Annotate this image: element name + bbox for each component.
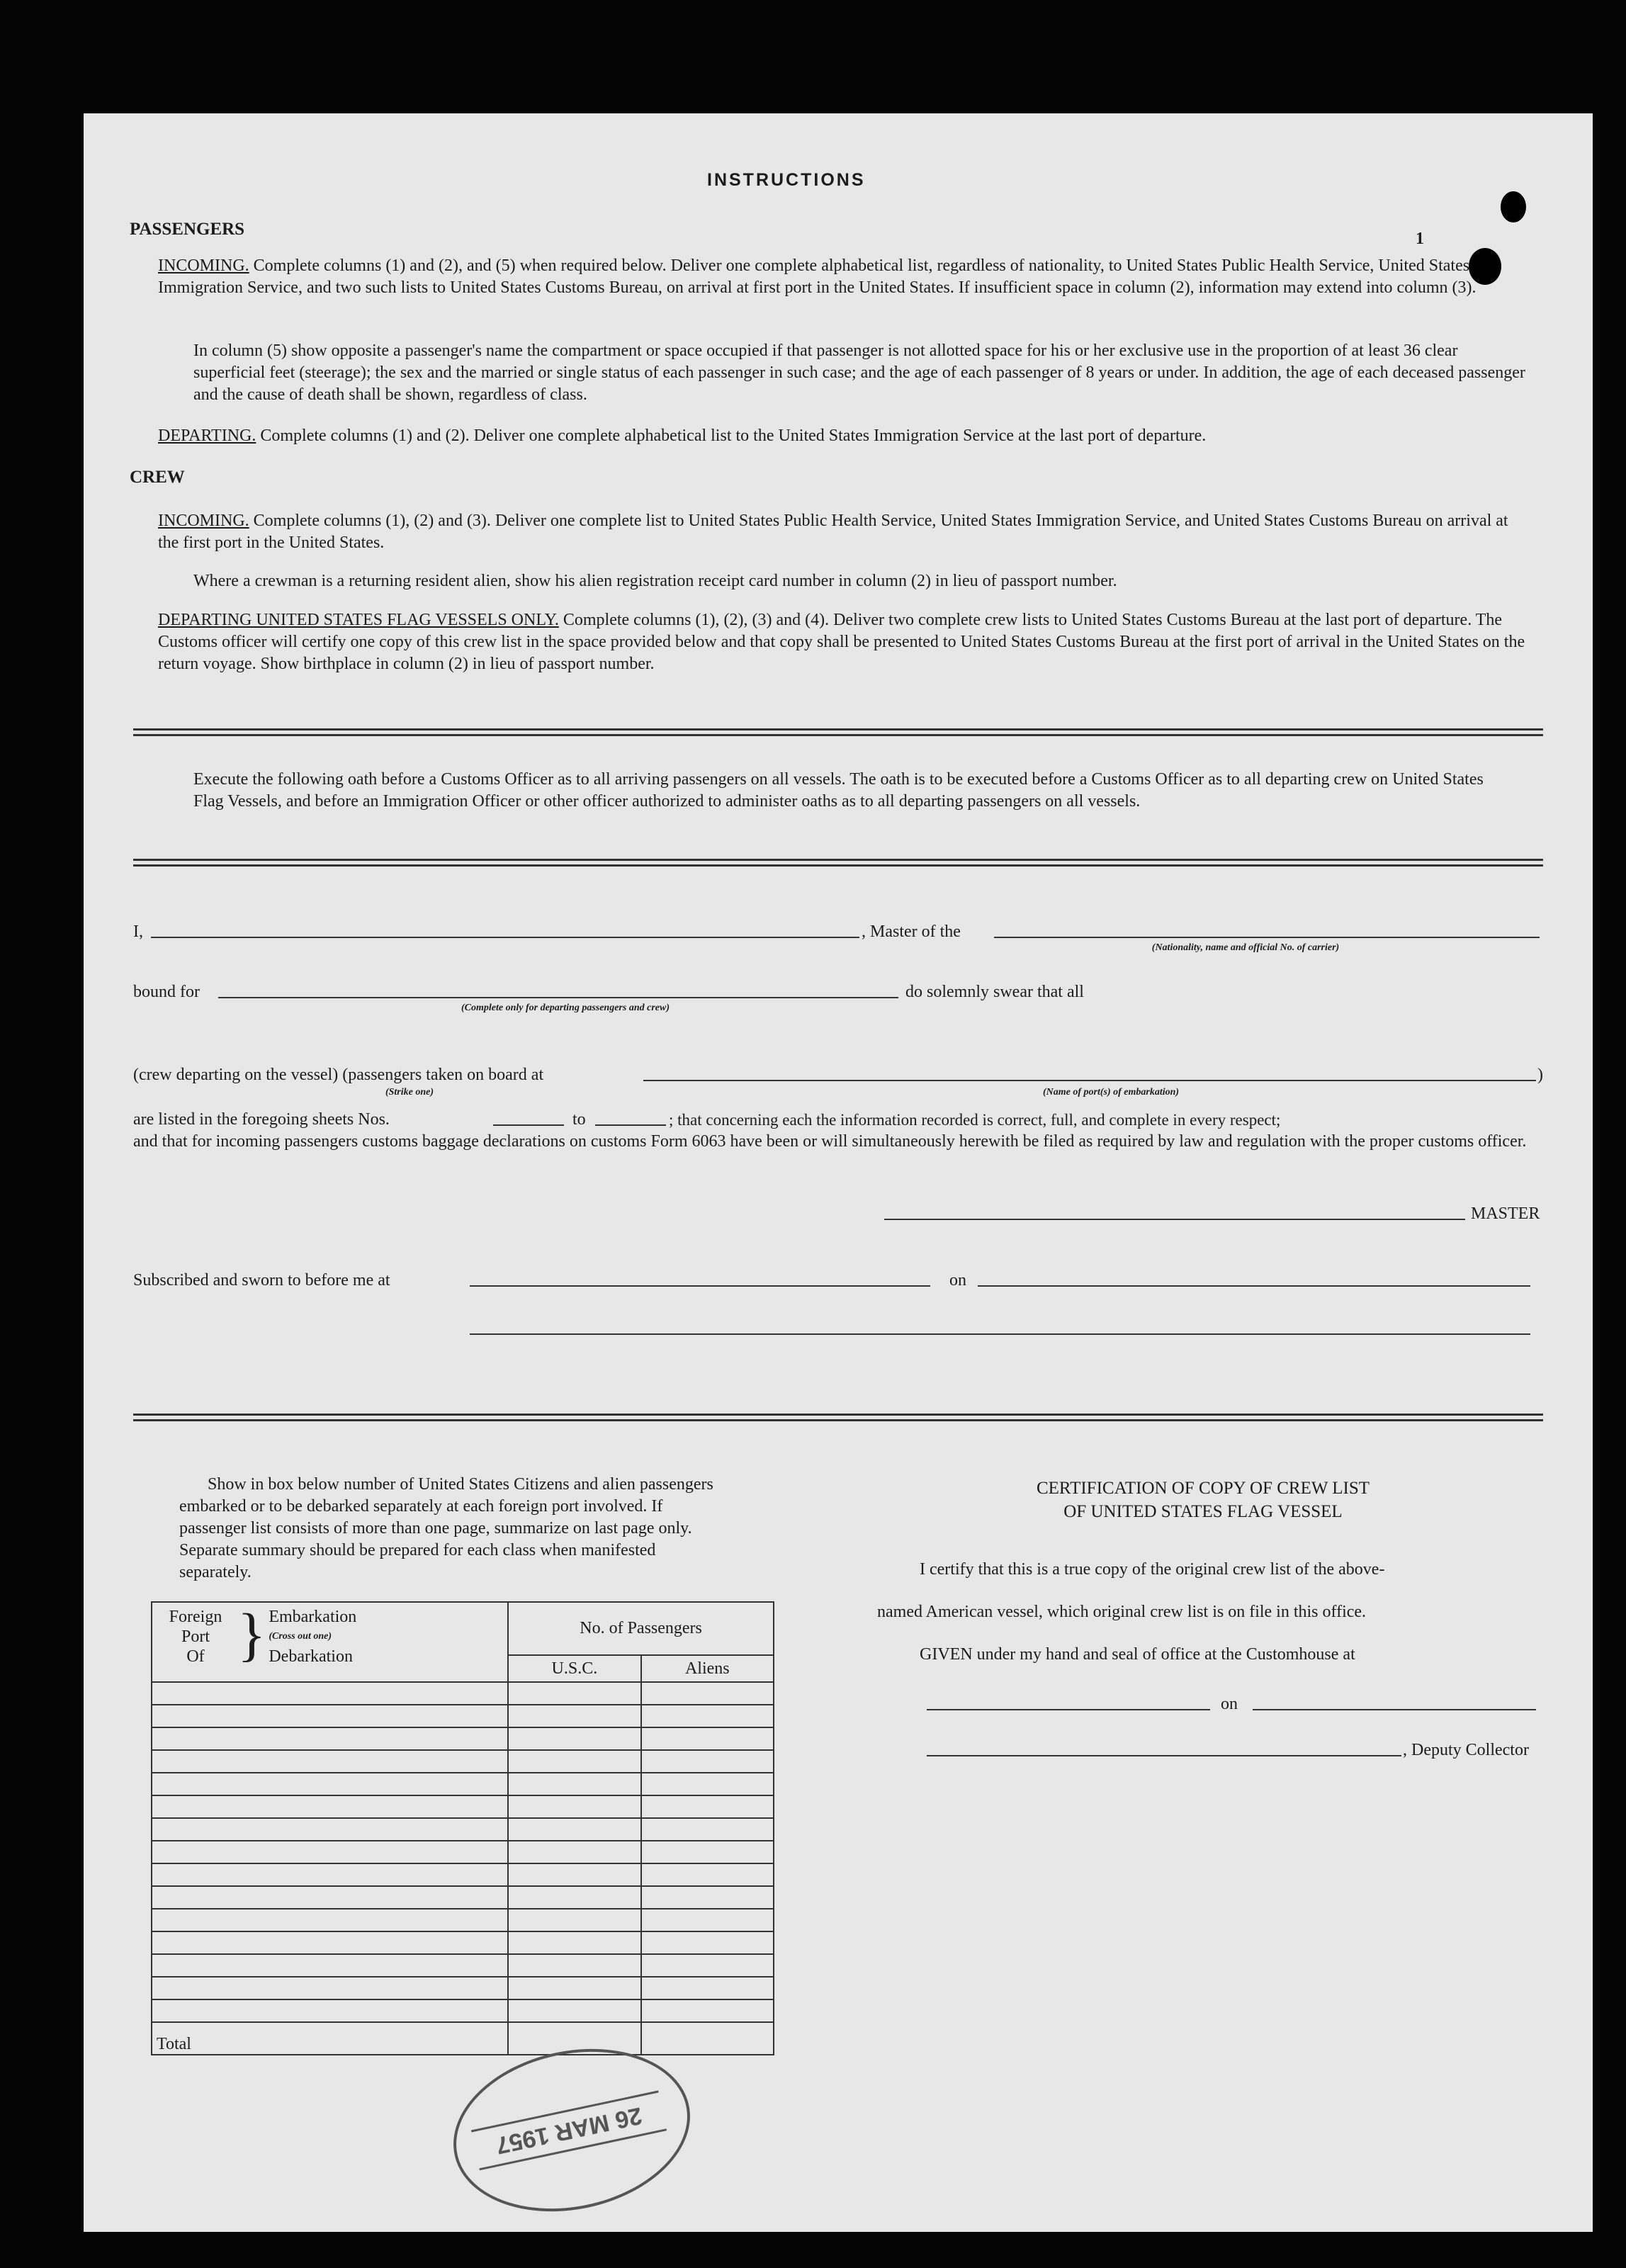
port-cell[interactable] bbox=[152, 1999, 508, 2022]
master-name-field[interactable] bbox=[151, 921, 859, 938]
aliens-cell[interactable] bbox=[641, 1818, 774, 1841]
port-header-cell bbox=[152, 1602, 508, 1682]
sworn-on-label: on bbox=[949, 1271, 966, 1290]
aliens-cell[interactable] bbox=[641, 1931, 774, 1954]
certify-line-2: named American vessel, which original crew list is on file in this office. bbox=[877, 1603, 1367, 1621]
given-line: GIVEN under my hand and seal of office at the Customhouse at bbox=[920, 1645, 1355, 1664]
crew-flag-vessels bbox=[158, 609, 1532, 675]
usc-cell[interactable] bbox=[508, 1727, 640, 1750]
aliens-cell[interactable] bbox=[641, 1977, 774, 1999]
certify-line-1: I certify that this is a true copy of the original crew list of the above- bbox=[920, 1560, 1385, 1579]
of-label: Of bbox=[186, 1647, 205, 1666]
port-cell[interactable] bbox=[152, 1705, 508, 1727]
divider bbox=[133, 859, 1543, 867]
incoming-paragraph-2: In column (5) show opposite a passenger's name the compartment or space occupied if that passenger is not allotted space for his or her exclusive use in the proportion of at least 36 clear superficial feet (steerage); the sex and the married or single status of each passenger in such case; and the age of each passenger of 8 years or under. In addition, the age of each deceased passenger and the cause of death shall be shown, regardless of class. bbox=[193, 342, 1525, 404]
port-cell[interactable] bbox=[152, 1750, 508, 1773]
passenger-summary-table bbox=[151, 1601, 774, 2055]
port-cell[interactable] bbox=[152, 1773, 508, 1795]
listed-text-c: and that for incoming passengers customs baggage declarations on customs Form 6063 have been or will simultaneously herewith be filed as required by law and regulation with the proper customs officer. bbox=[133, 1132, 1527, 1151]
port-cell[interactable] bbox=[152, 1863, 508, 1886]
sworn-officer-field[interactable] bbox=[470, 1318, 1530, 1335]
embarkation-label: Embarkation bbox=[269, 1608, 357, 1626]
usc-cell[interactable] bbox=[508, 1682, 640, 1705]
crew-incoming bbox=[158, 510, 1532, 554]
flag-vessels-label: DEPARTING UNITED STATES FLAG VESSELS ONLY. bbox=[158, 611, 559, 629]
flag-vessels-text: Complete columns (1), (2), (3) and (4). Deliver two complete crew lists to United States Customs Bureau at the last port of departure. The Customs officer will certify one copy of this crew list in the space provided below and that copy shall be presented to United States Customs Bureau at the first port of arrival in the United States on the return voyage. Show birthplace in column (2) in lieu of passport number. bbox=[158, 611, 1525, 673]
usc-cell[interactable] bbox=[508, 1773, 640, 1795]
embarkation-port-field[interactable] bbox=[643, 1064, 1536, 1081]
port-cell[interactable] bbox=[152, 1841, 508, 1863]
port-cell[interactable] bbox=[152, 1682, 508, 1705]
port-cell[interactable] bbox=[152, 1795, 508, 1818]
usc-cell[interactable] bbox=[508, 1886, 640, 1909]
incoming-paragraph-1: Complete columns (1) and (2), and (5) when required below. Deliver one complete alphabetical list, regardless of nationality, to United States Public Health Service, United States Immigration Service, and two such lists to United States Customs Bureau, on arrival at first port in the United States. If insufficient space in column (2), information may extend into column (3). bbox=[158, 256, 1477, 297]
summary-instructions: Show in box below number of United States Citizens and alien passengers embarked or to be debarked separately at each foreign port involved. If passenger list consists of more than one page, summarize on last page only. Separate summary should be prepared for each class when manifested separately. bbox=[179, 1475, 713, 1581]
usc-cell[interactable] bbox=[508, 1954, 640, 1977]
usc-cell[interactable] bbox=[508, 1909, 640, 1931]
usc-cell[interactable] bbox=[508, 1818, 640, 1841]
sworn-date-field[interactable] bbox=[978, 1270, 1530, 1287]
usc-cell[interactable] bbox=[508, 1795, 640, 1818]
listed-text-a: are listed in the foregoing sheets Nos. bbox=[133, 1110, 390, 1129]
usc-cell[interactable] bbox=[508, 1863, 640, 1886]
usc-cell[interactable] bbox=[508, 1999, 640, 2022]
passengers-heading: PASSENGERS bbox=[130, 220, 245, 239]
swear-text: do solemnly swear that all bbox=[905, 983, 1084, 1001]
sworn-place-field[interactable] bbox=[470, 1270, 930, 1287]
certification-title-2: OF UNITED STATES FLAG VESSEL bbox=[1063, 1502, 1343, 1521]
divider bbox=[133, 1414, 1543, 1421]
total-label: Total bbox=[152, 2022, 508, 2055]
bound-for-label: bound for bbox=[133, 983, 200, 1001]
passengers-departing bbox=[158, 425, 1532, 447]
cert-on-label: on bbox=[1221, 1695, 1238, 1713]
incoming-label: INCOMING. bbox=[158, 256, 249, 275]
oath-intro: Execute the following oath before a Customs Officer as to all arriving passengers on all vessels. The oath is to be executed before a Customs Officer as to all departing crew on United States Flag Vessels, and before an Immigration Officer or other officer authorized to administer oaths as to all departing passengers on all vessels. bbox=[193, 770, 1484, 811]
debarkation-label: Debarkation bbox=[269, 1647, 353, 1666]
aliens-cell[interactable] bbox=[641, 1750, 774, 1773]
listed-text-b: ; that concerning each the information recorded is correct, full, and complete in every respect; bbox=[669, 1111, 1281, 1129]
master-of-label: , Master of the bbox=[862, 923, 961, 941]
crew-resident-text: Where a crewman is a returning resident alien, show his alien registration receipt card number in column (2) in lieu of passport number. bbox=[193, 572, 1117, 590]
aliens-total-cell[interactable] bbox=[641, 2022, 774, 2055]
usc-cell[interactable] bbox=[508, 1705, 640, 1727]
carrier-field[interactable] bbox=[994, 921, 1540, 938]
departing-label: DEPARTING. bbox=[158, 427, 256, 445]
brace: } bbox=[237, 1602, 266, 1668]
foreign-port-labels bbox=[157, 1607, 235, 1666]
port-cell[interactable] bbox=[152, 1977, 508, 1999]
aliens-cell[interactable] bbox=[641, 1705, 774, 1727]
usc-header: U.S.C. bbox=[508, 1655, 640, 1682]
subscribed-text: Subscribed and sworn to before me at bbox=[133, 1271, 390, 1290]
oath-i-label: I, bbox=[133, 923, 143, 941]
aliens-cell[interactable] bbox=[641, 1999, 774, 2022]
aliens-cell[interactable] bbox=[641, 1886, 774, 1909]
aliens-cell[interactable] bbox=[641, 1863, 774, 1886]
usc-cell[interactable] bbox=[508, 1931, 640, 1954]
port-note: (Name of port(s) of embarkation) bbox=[1042, 1087, 1180, 1098]
crew-incoming-text: Complete columns (1), (2) and (3). Deliver one complete list to United States Public Health Service, United States Immigration Service, and United States Customs Bureau on arrival at the first port in the United States. bbox=[158, 512, 1508, 552]
page-mark: 1 bbox=[1416, 230, 1424, 248]
bound-for-field[interactable] bbox=[218, 981, 898, 998]
cross-out-note: (Cross out one) bbox=[269, 1631, 332, 1642]
usc-cell[interactable] bbox=[508, 1977, 640, 1999]
bound-for-note: (Complete only for departing passengers and crew) bbox=[461, 1003, 670, 1013]
embarkation-labels bbox=[269, 1607, 356, 1666]
crew-departing-text: (crew departing on the vessel) (passengers taken on board at bbox=[133, 1066, 544, 1084]
document-page bbox=[84, 113, 1593, 2232]
aliens-cell[interactable] bbox=[641, 1909, 774, 1931]
deputy-signature-field[interactable] bbox=[927, 1739, 1401, 1756]
departing-text: Complete columns (1) and (2). Deliver one complete alphabetical list to the United States Immigration Service at the last port of departure. bbox=[260, 427, 1207, 445]
customs-stamp bbox=[439, 2028, 706, 2232]
master-label: MASTER bbox=[1471, 1204, 1540, 1223]
crew-incoming-label: INCOMING. bbox=[158, 512, 249, 530]
listed-to: to bbox=[572, 1110, 586, 1129]
strike-one-note: (Strike one) bbox=[385, 1087, 434, 1098]
close-paren: ) bbox=[1537, 1066, 1543, 1084]
port-cell[interactable] bbox=[152, 1954, 508, 1977]
port-cell[interactable] bbox=[152, 1886, 508, 1909]
customhouse-field[interactable] bbox=[927, 1693, 1210, 1710]
passengers-incoming bbox=[158, 255, 1532, 299]
aliens-header: Aliens bbox=[641, 1655, 774, 1682]
sheet-from-field[interactable] bbox=[493, 1109, 564, 1126]
deputy-collector-label: , Deputy Collector bbox=[1403, 1741, 1529, 1759]
port-cell[interactable] bbox=[152, 1818, 508, 1841]
aliens-cell[interactable] bbox=[641, 1682, 774, 1705]
aliens-cell[interactable] bbox=[641, 1841, 774, 1863]
aliens-cell[interactable] bbox=[641, 1727, 774, 1750]
port-cell[interactable] bbox=[152, 1931, 508, 1954]
aliens-cell[interactable] bbox=[641, 1954, 774, 1977]
aliens-cell[interactable] bbox=[641, 1773, 774, 1795]
usc-cell[interactable] bbox=[508, 1750, 640, 1773]
divider bbox=[133, 728, 1543, 736]
port-cell[interactable] bbox=[152, 1727, 508, 1750]
carrier-note: (Nationality, name and official No. of carrier) bbox=[1151, 942, 1340, 953]
ink-blot-small bbox=[1501, 191, 1526, 222]
cert-date-field[interactable] bbox=[1253, 1693, 1536, 1710]
no-passengers-header: No. of Passengers bbox=[508, 1602, 774, 1655]
port-cell[interactable] bbox=[152, 1909, 508, 1931]
foreign-label: Foreign bbox=[169, 1608, 222, 1626]
port-label: Port bbox=[181, 1627, 210, 1646]
stamp-date: 26 MAR 1957 bbox=[471, 2090, 667, 2170]
usc-cell[interactable] bbox=[508, 1841, 640, 1863]
certification-title-1: CERTIFICATION OF COPY OF CREW LIST bbox=[1036, 1479, 1370, 1498]
sheet-to-field[interactable] bbox=[595, 1109, 666, 1126]
master-signature-field[interactable] bbox=[884, 1203, 1465, 1220]
crew-heading: CREW bbox=[130, 468, 185, 487]
page-title: INSTRUCTIONS bbox=[707, 170, 866, 190]
aliens-cell[interactable] bbox=[641, 1795, 774, 1818]
